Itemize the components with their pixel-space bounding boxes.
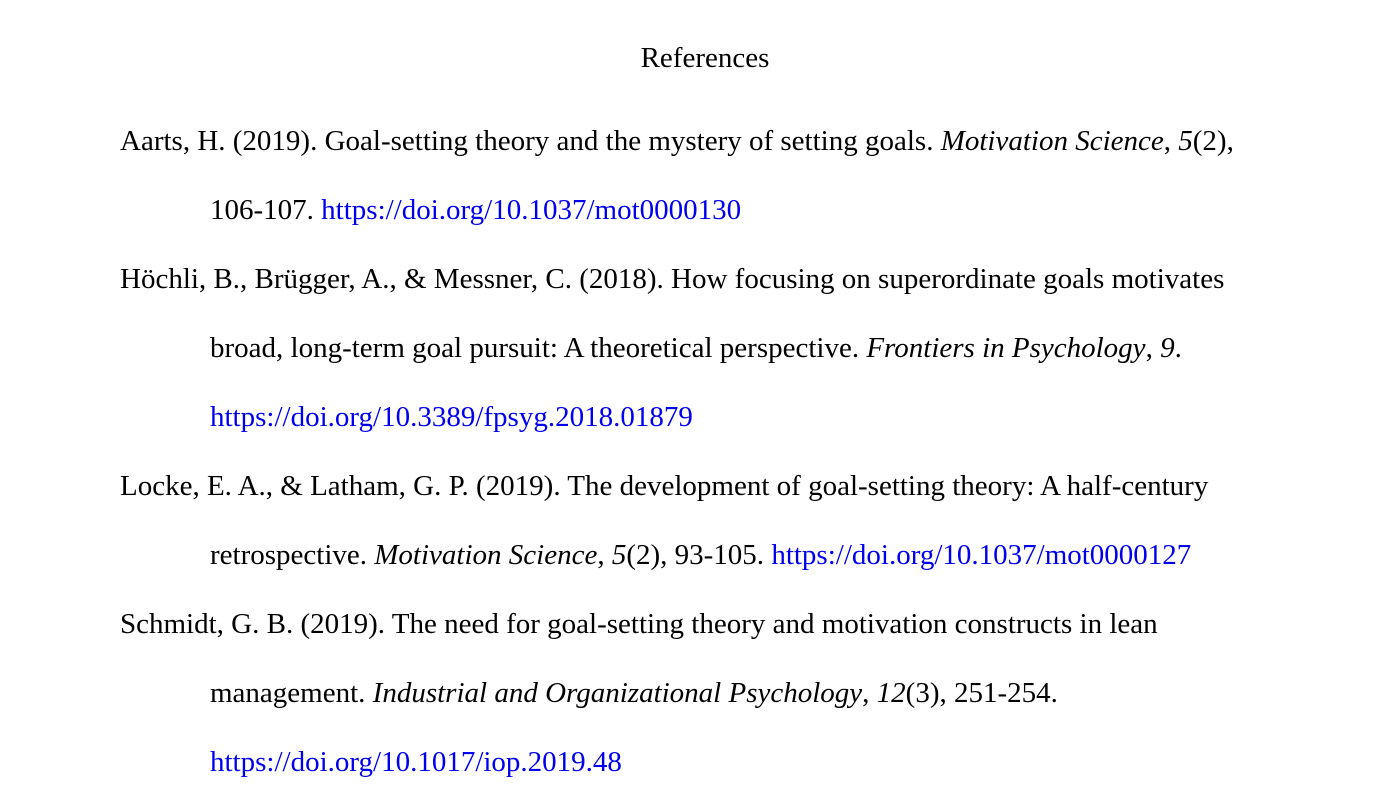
volume: 5 [611, 539, 627, 571]
doi-link[interactable]: https://doi.org/10.3389/fpsyg.2018.01879 [210, 401, 693, 433]
reference-entry-schmidt [120, 590, 1280, 797]
separator: , [862, 677, 877, 709]
references-heading: References [640, 42, 770, 74]
issue-pages: . [1174, 332, 1182, 364]
reference-text: Aarts, H. (2019). Goal-setting theory and the mystery of setting goals. [120, 125, 941, 157]
journal-title: Motivation Science [940, 125, 1164, 157]
doi-link[interactable]: https://doi.org/10.1037/mot0000127 [771, 539, 1192, 571]
volume: 5 [1178, 125, 1193, 157]
doi-link[interactable]: https://doi.org/10.1037/mot0000130 [321, 194, 742, 226]
reference-entry-locke [120, 452, 1280, 590]
issue-pages: (2), 93-105. [626, 539, 772, 571]
reference-text: Höchli, B., Brügger, A., & Messner, C. (2018). How focusing on superordinate goals motivates broad, long-term goal pursuit: A theoretical perspective. [120, 263, 1225, 364]
journal-title: Motivation Science [374, 539, 598, 571]
reference-entry-hochli [120, 245, 1280, 452]
reference-text: Schmidt, G. B. (2019). The need for goal-setting theory and motivation constructs in lean management. [120, 608, 1158, 709]
separator: , [1145, 332, 1161, 364]
reference-list [120, 107, 1280, 797]
doi-link[interactable]: https://doi.org/10.1017/iop.2019.48 [210, 746, 622, 778]
volume: 9 [1160, 332, 1175, 364]
issue-pages: (2), 106-107. [210, 125, 1234, 226]
reference-text: Locke, E. A., & Latham, G. P. (2019). The development of goal-setting theory: A half-century retrospective. [120, 470, 1209, 571]
separator: , [1163, 125, 1179, 157]
journal-title: Industrial and Organizational Psychology [372, 677, 863, 709]
volume: 12 [876, 677, 906, 709]
reference-entry-aarts [120, 107, 1280, 245]
separator: , [597, 539, 612, 571]
journal-title: Frontiers in Psychology [866, 332, 1146, 364]
issue-pages: (3), 251-254. [905, 677, 1058, 709]
